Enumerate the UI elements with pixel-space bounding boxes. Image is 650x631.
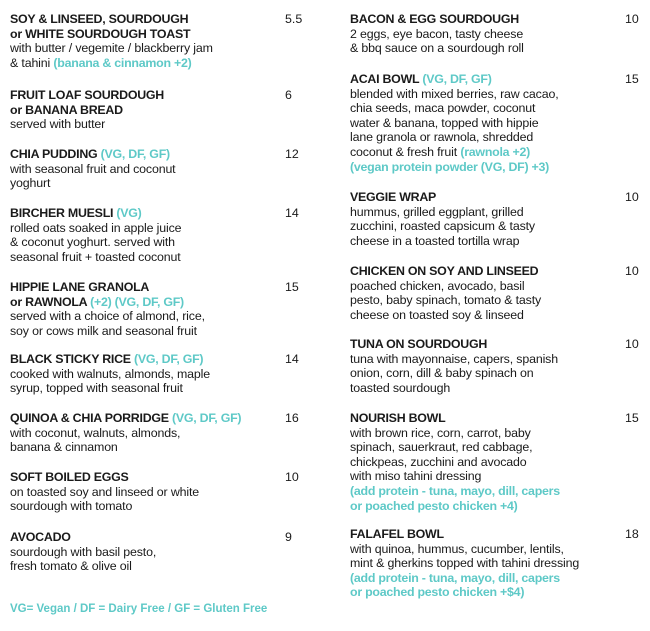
menu-item [10, 470, 310, 514]
item-description: pesto, baby spinach, tomato & tasty [350, 293, 542, 308]
item-description: with miso tahini dressing [350, 469, 482, 484]
item-name: HIPPIE LANE GRANOLA [10, 280, 150, 294]
item-price: 10 [625, 12, 639, 26]
item-description: lane granola or rawnola, shredded [350, 130, 534, 145]
item-price: 10 [625, 337, 639, 351]
item-price: 5.5 [285, 12, 303, 26]
item-description: spinach, sauerkraut, red cabbage, [350, 440, 533, 455]
menu-item-line [350, 293, 650, 308]
item-price: 10 [625, 190, 639, 204]
item-price: 18 [625, 527, 639, 541]
menu-item-line [10, 309, 310, 324]
item-description: zucchini, roasted capsicum & tasty [350, 219, 535, 234]
item-description: hummus, grilled eggplant, grilled [350, 204, 524, 219]
item-price: 6 [285, 88, 292, 102]
menu-item-line [350, 219, 650, 234]
menu-item-title [350, 12, 650, 27]
menu-item-line [10, 41, 310, 56]
menu-item-line [10, 176, 310, 191]
menu-item [10, 147, 310, 191]
dietary-tag: (add protein - tuna, mayo, dill, capers [350, 483, 560, 498]
menu-item [10, 411, 310, 455]
item-description: with quinoa, hummus, cucumber, lentils, [350, 541, 564, 556]
item-name: or RAWNOLA [10, 294, 91, 309]
menu-item-line [350, 160, 650, 175]
item-description: & coconut yoghurt. served with [10, 235, 175, 250]
menu-item-title [350, 411, 650, 426]
menu-item [10, 206, 310, 264]
item-description: cheese on toasted soy & linseed [350, 307, 524, 322]
item-description: toasted sourdough [350, 380, 451, 395]
menu-item-title [10, 206, 310, 221]
dietary-tag: (VG, DF, GF) [100, 147, 170, 161]
menu-item-line [350, 585, 650, 600]
menu-item [10, 280, 310, 338]
item-name: SOY & LINSEED, SOURDOUGH [10, 12, 189, 26]
menu-item-title [10, 470, 310, 485]
menu-item-title [350, 72, 650, 87]
menu-item-line [10, 440, 310, 455]
menu-item-line [10, 381, 310, 396]
item-description: 2 eggs, eye bacon, tasty cheese [350, 26, 524, 41]
item-price: 10 [625, 264, 639, 278]
menu-item-line [350, 469, 650, 484]
dietary-tag: (banana & cinnamon +2) [53, 55, 192, 70]
menu-item-line [10, 235, 310, 250]
item-description: soy or cows milk and seasonal fruit [10, 323, 197, 338]
menu-item-title [10, 88, 310, 103]
menu-item-line [10, 499, 310, 514]
item-price: 16 [285, 411, 299, 425]
item-description: banana & cinnamon [10, 440, 118, 455]
item-name: CHIA PUDDING [10, 147, 101, 161]
menu-item-title [10, 12, 310, 27]
menu-item-line [10, 162, 310, 177]
menu-item-title [10, 530, 310, 545]
menu-item-line [350, 101, 650, 116]
menu-item-line [10, 56, 310, 71]
menu-item-title [10, 280, 310, 295]
item-description: tuna with mayonnaise, capers, spanish [350, 351, 558, 366]
dietary-tag: (VG, DF, GF) [172, 411, 242, 425]
item-description: chia seeds, maca powder, coconut [350, 101, 536, 116]
menu-item-line [350, 381, 650, 396]
menu-item [350, 264, 650, 322]
item-name: FALAFEL BOWL [350, 527, 444, 541]
menu-item [10, 530, 310, 574]
dietary-tag: (rawnola +2) [460, 144, 530, 159]
menu-item-title [350, 527, 650, 542]
item-price: 14 [285, 206, 299, 220]
menu-item-line [350, 352, 650, 367]
menu-item-line [350, 571, 650, 586]
item-name: or BANANA BREAD [10, 102, 123, 117]
item-price: 15 [625, 72, 639, 86]
menu-item-title [350, 264, 650, 279]
item-name: QUINOA & CHIA PORRIDGE [10, 411, 172, 425]
menu-item-line [350, 542, 650, 557]
item-name: AVOCADO [10, 530, 71, 544]
item-price: 10 [285, 470, 299, 484]
item-price: 14 [285, 352, 299, 366]
menu-item-line [350, 279, 650, 294]
menu-item [350, 527, 650, 600]
item-price: 15 [625, 411, 639, 425]
item-name: CHICKEN ON SOY AND LINSEED [350, 264, 539, 278]
menu-item-title [10, 352, 310, 367]
menu-item-line [350, 234, 650, 249]
menu-item-line [10, 103, 310, 118]
menu-item-line [10, 324, 310, 339]
menu-item-line [350, 130, 650, 145]
menu-item-title [10, 411, 310, 426]
item-description: cheese in a toasted tortilla wrap [350, 233, 520, 248]
item-description: with coconut, walnuts, almonds, [10, 425, 181, 440]
item-name: VEGGIE WRAP [350, 190, 437, 204]
menu-item [350, 12, 650, 56]
menu-item [350, 72, 650, 174]
item-description: chickpeas, zucchini and avocado [350, 454, 527, 469]
item-description: sourdough with tomato [10, 499, 133, 514]
menu-item [10, 12, 310, 70]
menu-item-title [350, 337, 650, 352]
menu-item [350, 337, 650, 395]
dietary-tag: or poached pesto chicken +4) [350, 498, 518, 513]
item-description: blended with mixed berries, raw cacao, [350, 86, 559, 101]
item-description: cooked with walnuts, almonds, maple [10, 366, 210, 381]
item-description: served with butter [10, 117, 106, 132]
item-description: water & banana, topped with hippie [350, 115, 539, 130]
dietary-tag: (add protein - tuna, mayo, dill, capers [350, 570, 560, 585]
item-description: with seasonal fruit and coconut [10, 161, 176, 176]
item-description: with brown rice, corn, carrot, baby [350, 425, 531, 440]
menu-item [10, 88, 310, 132]
menu-item-line [350, 366, 650, 381]
item-description: mint & gherkins topped with tahini dressing [350, 556, 580, 571]
item-description: on toasted soy and linseed or white [10, 484, 199, 499]
menu-item-line [350, 87, 650, 102]
menu-item [350, 411, 650, 513]
menu-item-title [10, 147, 310, 162]
item-name: or WHITE SOURDOUGH TOAST [10, 26, 191, 41]
menu-item-line [10, 295, 310, 310]
menu-item-line [10, 485, 310, 500]
menu-item-line [350, 556, 650, 571]
menu-item-line [10, 426, 310, 441]
item-name: FRUIT LOAF SOURDOUGH [10, 88, 165, 102]
item-name: ACAI BOWL [350, 72, 423, 86]
menu-item-line [10, 117, 310, 132]
dietary-tag: (VG) [116, 206, 142, 220]
dietary-tag: (VG, DF, GF) [134, 352, 204, 366]
item-description: coconut & fresh fruit [350, 144, 461, 159]
menu-item-line [350, 308, 650, 323]
item-price: 12 [285, 147, 299, 161]
dietary-tag: (vegan protein powder (VG, DF) +3) [350, 159, 550, 174]
item-description: rolled oats soaked in apple juice [10, 220, 182, 235]
item-description: poached chicken, avocado, basil [350, 278, 525, 293]
menu-item-line [10, 27, 310, 42]
item-description: yoghurt [10, 176, 51, 191]
menu-item-line [10, 559, 310, 574]
dietary-tag: (VG, DF, GF) [422, 72, 492, 86]
dietary-legend: VG= Vegan / DF = Dairy Free / GF = Gluten Free [10, 603, 268, 615]
item-name: BACON & EGG SOURDOUGH [350, 12, 519, 26]
menu-item-line [350, 440, 650, 455]
item-name: NOURISH BOWL [350, 411, 446, 425]
item-name: BLACK STICKY RICE [10, 352, 135, 366]
item-description: onion, corn, dill & baby spinach on [350, 366, 534, 381]
menu-item [10, 352, 310, 396]
item-price: 9 [285, 530, 292, 544]
menu-item-line [10, 221, 310, 236]
item-description: served with a choice of almond, rice, [10, 309, 205, 324]
item-description: fresh tomato & olive oil [10, 559, 132, 574]
menu-item-title [350, 190, 650, 205]
menu-item-line [350, 455, 650, 470]
item-name: BIRCHER MUESLI [10, 206, 117, 220]
item-description: & bbq sauce on a sourdough roll [350, 41, 524, 56]
menu-item-line [350, 499, 650, 514]
menu-item-line [350, 205, 650, 220]
menu-item-line [350, 426, 650, 441]
item-description: syrup, topped with seasonal fruit [10, 381, 183, 396]
item-description: sourdough with basil pesto, [10, 544, 157, 559]
item-description: with butter / vegemite / blackberry jam [10, 41, 213, 56]
menu-item-line [350, 41, 650, 56]
item-name: TUNA ON SOURDOUGH [350, 337, 488, 351]
menu-item-line [350, 116, 650, 131]
menu-item [350, 190, 650, 248]
dietary-tag: or poached pesto chicken +$4) [350, 585, 525, 600]
menu-item-line [350, 145, 650, 160]
item-description: seasonal fruit + toasted coconut [10, 249, 181, 264]
menu-item-line [10, 367, 310, 382]
item-price: 15 [285, 280, 299, 294]
menu-item-line [10, 250, 310, 265]
item-name: SOFT BOILED EGGS [10, 470, 129, 484]
dietary-tag: (+2) (VG, DF, GF) [90, 294, 184, 309]
menu-item-line [350, 484, 650, 499]
menu-item-line [350, 27, 650, 42]
menu-item-line [10, 545, 310, 560]
item-description: & tahini [10, 55, 54, 70]
